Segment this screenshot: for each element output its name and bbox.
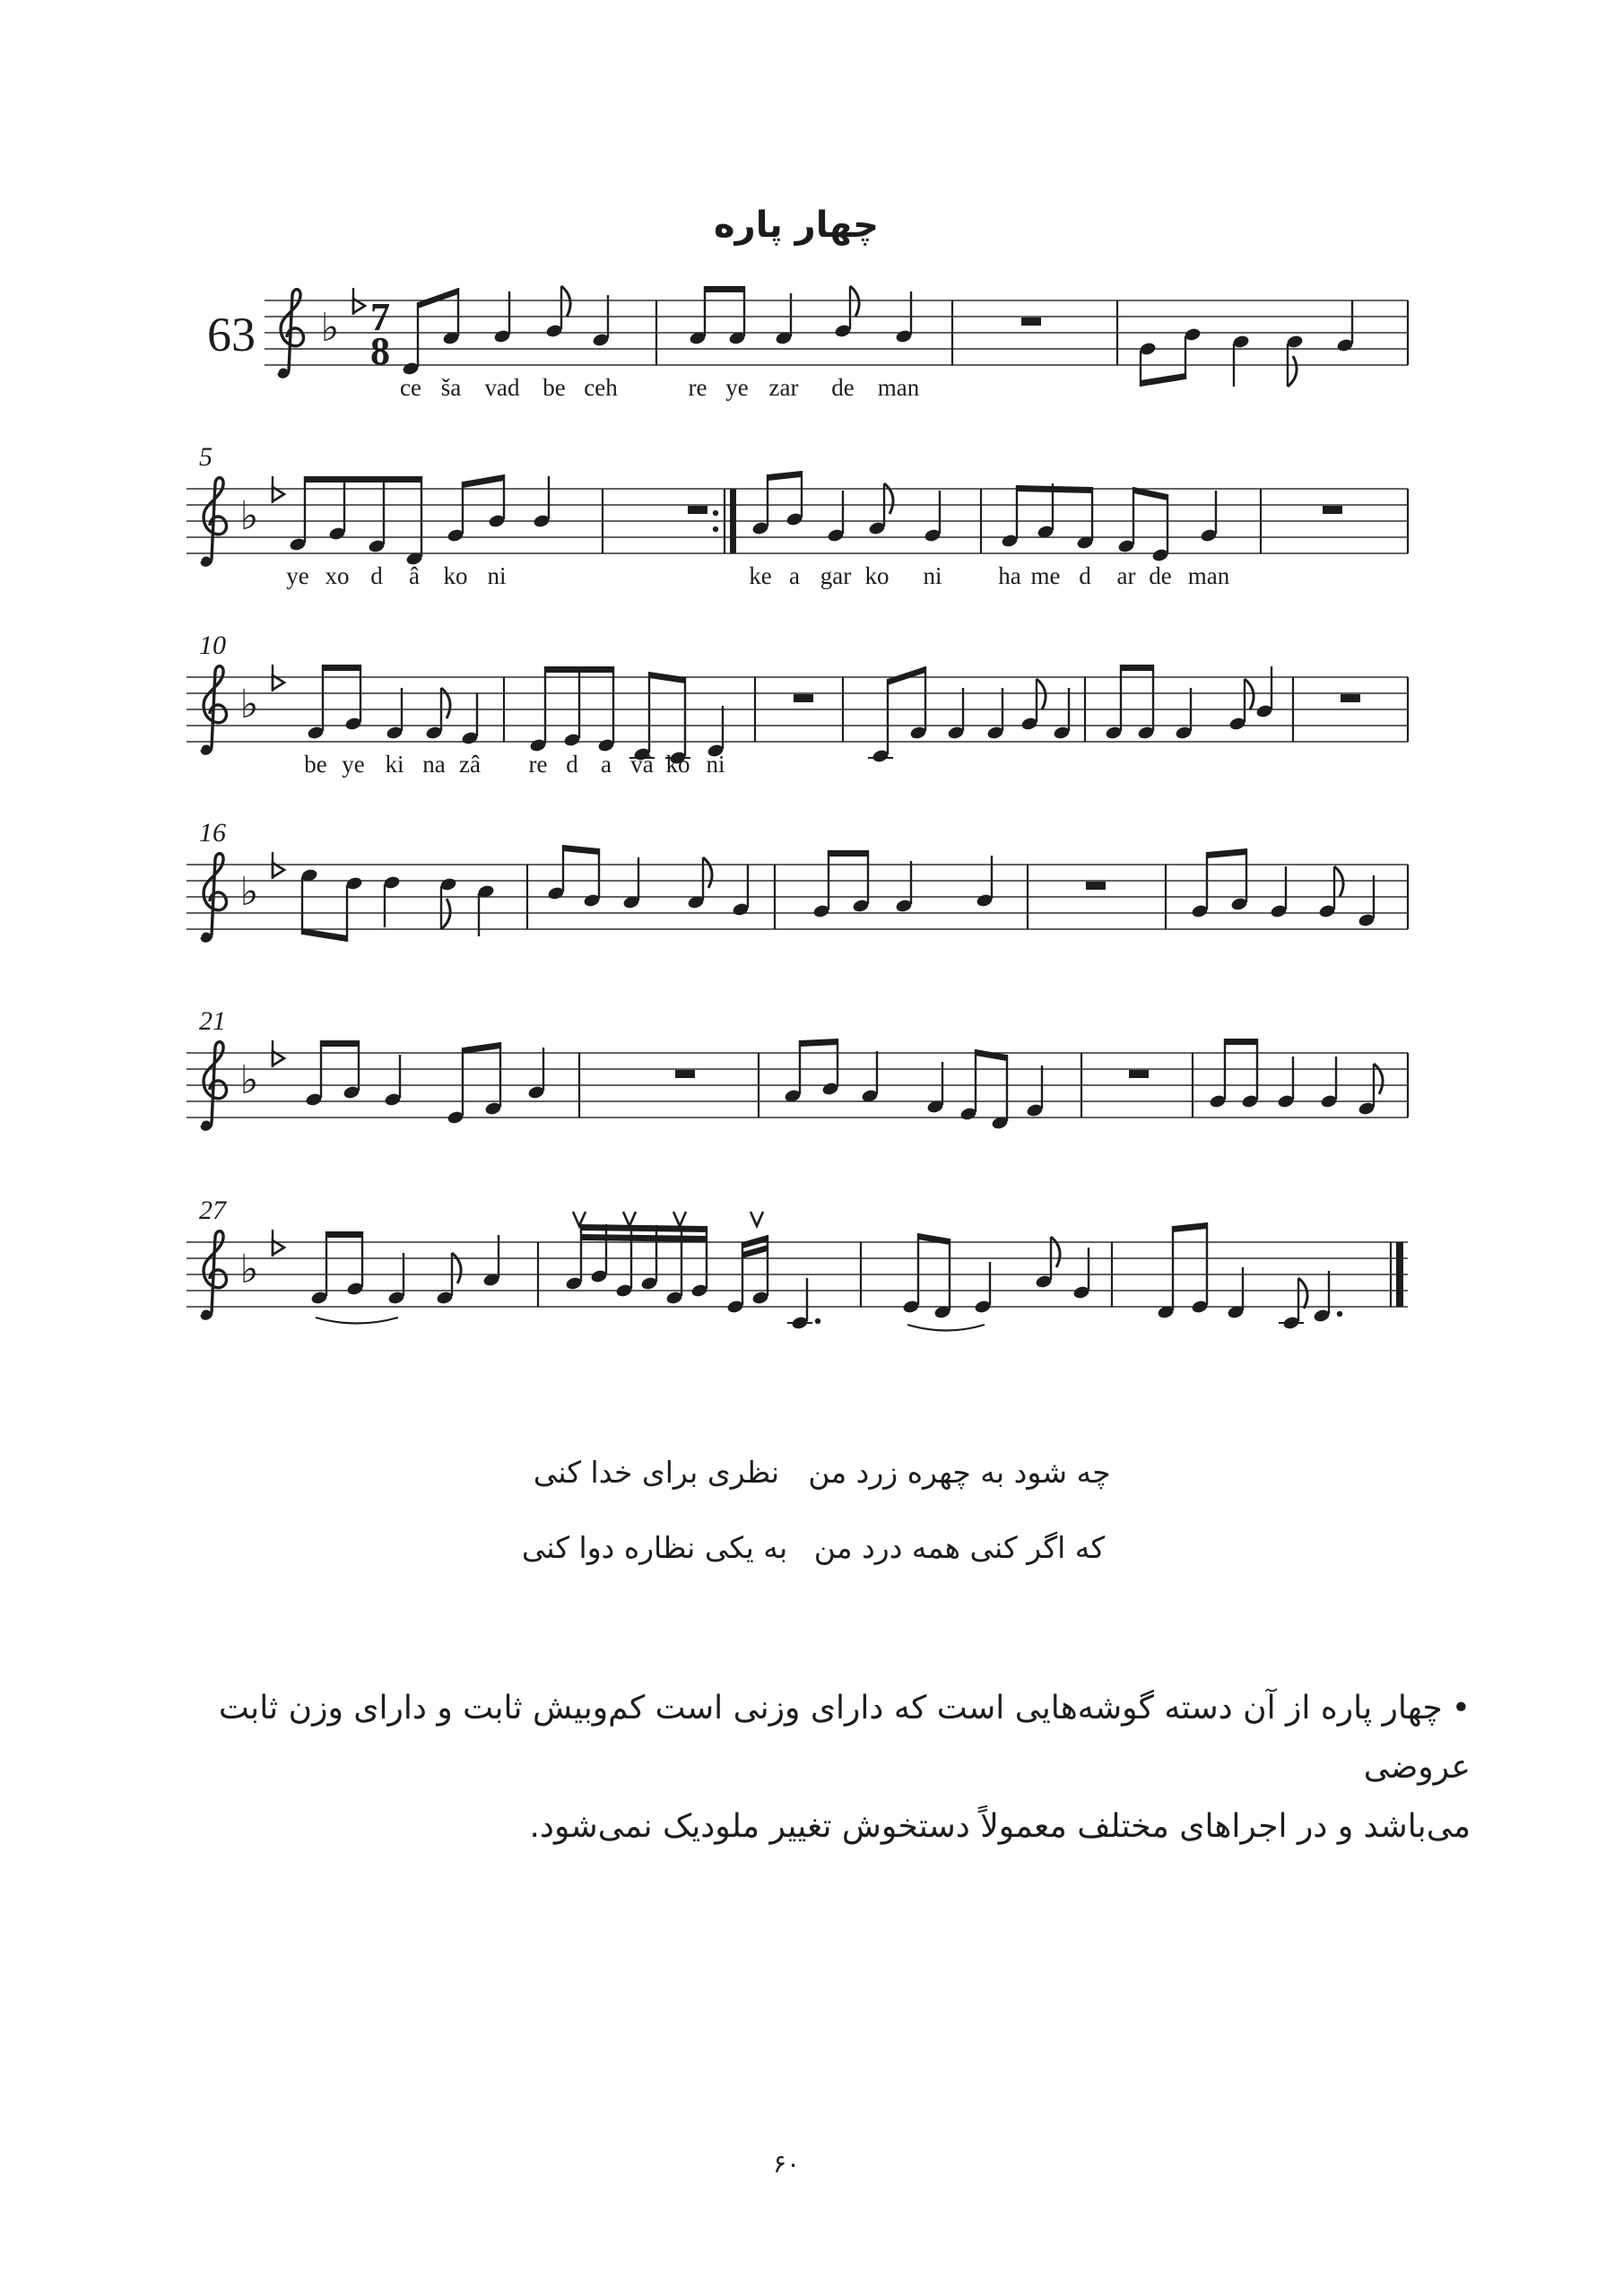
- beam: [463, 474, 504, 488]
- lyric-syllable: de: [831, 374, 855, 401]
- beam: [302, 928, 347, 942]
- bullet-icon: •: [1451, 1690, 1471, 1726]
- poetry-line-2-left-hemistich: به یکی نظاره دوا کنی: [521, 1530, 788, 1565]
- footnote-line-1: [126, 1679, 1471, 1797]
- lyric-syllable: ni: [487, 562, 507, 589]
- time-signature-denominator: 8: [370, 329, 390, 373]
- beam: [418, 288, 458, 309]
- beam: [581, 1234, 707, 1242]
- measure-number: 10: [199, 631, 226, 660]
- lyric-syllable: a: [601, 751, 612, 778]
- treble-clef-icon: [204, 854, 226, 935]
- eighth-flag: [1037, 679, 1046, 709]
- beam: [1225, 1039, 1257, 1045]
- whole-rest-icon: [1129, 1070, 1149, 1078]
- whole-rest-icon: [688, 506, 707, 514]
- beam: [800, 1039, 838, 1047]
- flat-sign-icon: ♭: [239, 1057, 259, 1103]
- treble-clef-icon: [204, 478, 226, 559]
- treble-clef-icon: [204, 1231, 226, 1312]
- flat-sign-icon: ♭: [239, 1247, 259, 1292]
- whole-rest-icon: [794, 694, 813, 702]
- treble-clef-icon: [279, 369, 289, 378]
- tie-slur: [907, 1325, 985, 1331]
- lyric-syllable: ko: [864, 562, 890, 589]
- beam: [305, 476, 421, 483]
- lyric-syllable: ke: [749, 562, 772, 589]
- lyric-syllable: ye: [342, 751, 365, 778]
- treble-clef-icon: [204, 1042, 226, 1123]
- piece-title: چهار پاره: [714, 204, 879, 246]
- whole-rest-icon: [1021, 317, 1041, 326]
- lyric-syllable: man: [877, 374, 920, 401]
- poetry-line-1-right-hemistich: چه شود به چهره زرد من: [808, 1455, 1111, 1490]
- lyric-syllable: be: [304, 751, 327, 778]
- time-signature-numerator: 7: [370, 295, 390, 339]
- up-bow-mark-icon: [673, 1212, 686, 1226]
- lyric-syllable: a: [789, 562, 800, 589]
- beam: [581, 1224, 707, 1232]
- measure-number: 5: [199, 442, 213, 472]
- beam: [1141, 373, 1185, 387]
- lyric-syllable: zâ: [459, 751, 481, 778]
- lyric-syllable: ni: [706, 751, 725, 778]
- beam: [705, 286, 744, 292]
- eighth-flag: [561, 286, 570, 317]
- eighth-flag: [1298, 1278, 1307, 1309]
- lyric-syllable: xo: [325, 562, 350, 589]
- lyric-syllable: ša: [440, 374, 462, 401]
- eighth-flag: [441, 899, 450, 929]
- staff-system-27: [187, 1196, 1408, 1331]
- lyric-syllable: d: [1079, 562, 1091, 589]
- eighth-flag: [1288, 356, 1297, 387]
- lyric-syllable: d: [370, 562, 383, 589]
- beam: [649, 672, 685, 683]
- end-repeat-barline: [730, 489, 736, 553]
- tie-slur: [316, 1318, 398, 1324]
- staff-system-10: [187, 631, 1408, 778]
- page-number: ۶۰: [772, 2149, 801, 2179]
- lyric-syllable: na: [422, 751, 446, 778]
- whole-rest-icon: [675, 1070, 695, 1078]
- whole-rest-icon: [1086, 882, 1106, 890]
- lyric-syllable: ye: [286, 562, 309, 589]
- treble-clef-icon: [202, 1310, 212, 1320]
- lyric-syllable: ceh: [584, 374, 618, 401]
- piece-number: 63: [207, 308, 256, 361]
- eighth-flag: [884, 483, 893, 514]
- poetry-line-1-left-hemistich: نظری برای خدا کنی: [533, 1455, 780, 1490]
- eighth-flag: [1334, 866, 1343, 897]
- lyric-syllable: ce: [400, 374, 421, 401]
- measure-number: 16: [199, 818, 226, 848]
- end-repeat-barline: [713, 510, 718, 516]
- treble-clef-icon: [202, 1121, 212, 1131]
- measure-number: 21: [199, 1006, 226, 1036]
- eighth-flag: [703, 857, 712, 888]
- up-bow-mark-icon: [573, 1212, 586, 1226]
- whole-rest-icon: [1323, 506, 1342, 514]
- augmentation-dot: [1337, 1311, 1342, 1317]
- up-bow-mark-icon: [751, 1212, 763, 1226]
- treble-clef-icon: [281, 290, 303, 370]
- lyric-syllable: re: [528, 751, 548, 778]
- lyric-syllable: d: [566, 751, 578, 778]
- treble-clef-icon: [204, 666, 226, 747]
- staff-system-21: [187, 1006, 1408, 1131]
- flat-sign-icon: ♭: [239, 682, 259, 727]
- flat-sign-icon: ♭: [320, 305, 340, 351]
- beam: [323, 665, 360, 671]
- lyric-syllable: re: [688, 374, 707, 401]
- lyric-syllable: ko: [665, 751, 690, 778]
- beam: [463, 1042, 500, 1054]
- staff-system-63: [207, 286, 1408, 401]
- poetry-line-1: [0, 1455, 1597, 1498]
- lyric-syllable: me: [1030, 562, 1061, 589]
- staff-system-16: [187, 818, 1408, 943]
- eighth-flag: [1245, 679, 1254, 709]
- beam: [563, 845, 599, 855]
- lyric-syllable: â: [409, 562, 420, 589]
- lyric-syllable: ar: [1116, 562, 1136, 589]
- beam: [1017, 485, 1092, 493]
- lyric-syllable: gar: [820, 562, 852, 589]
- beam: [545, 666, 613, 673]
- treble-clef-icon: [202, 557, 212, 567]
- lyric-syllable: vâ: [630, 751, 654, 778]
- treble-clef-icon: [202, 933, 212, 943]
- beam: [326, 1231, 362, 1238]
- footnote-paragraph: [126, 1679, 1471, 1857]
- poetry-line-2-right-hemistich: که اگر کنی همه درد من: [813, 1530, 1106, 1565]
- eighth-flag: [441, 688, 450, 718]
- lyric-syllable: man: [1187, 562, 1230, 589]
- augmentation-dot: [815, 1318, 820, 1324]
- beam: [321, 1040, 359, 1047]
- whole-rest-icon: [1341, 694, 1360, 702]
- footnote-line-2: می‌باشد و در اجراهای مختلف معمولاً دستخوش تغییر ملودیک نمی‌شود.: [529, 1808, 1471, 1845]
- lyric-syllable: de: [1149, 562, 1172, 589]
- beam: [1207, 848, 1246, 858]
- lyric-syllable: zar: [768, 374, 799, 401]
- lyric-syllable: vad: [484, 374, 520, 401]
- lyric-syllable: ko: [443, 562, 468, 589]
- lyric-syllable: be: [542, 374, 566, 401]
- beam: [918, 1233, 950, 1245]
- eighth-flag: [1374, 1064, 1383, 1094]
- measure-number: 27: [199, 1196, 226, 1225]
- poetry-line-2: [0, 1530, 1597, 1573]
- beam: [888, 666, 925, 685]
- lyric-syllable: ki: [385, 751, 404, 778]
- up-bow-mark-icon: [623, 1212, 636, 1226]
- beam: [1121, 665, 1153, 671]
- eighth-flag: [1051, 1237, 1060, 1267]
- footnote-line-1-text: چهار پاره از آن دسته گوشه‌هایی است که دارای وزنی است کم‌وبیش ثابت و دارای وزن ثابت عروضی: [218, 1690, 1471, 1786]
- beam: [976, 1049, 1007, 1061]
- treble-clef-icon: [202, 745, 212, 755]
- lyric-syllable: ye: [725, 374, 749, 401]
- eighth-flag: [452, 1253, 461, 1283]
- beam: [829, 850, 868, 857]
- eighth-flag: [850, 286, 859, 317]
- beam: [1173, 1222, 1207, 1232]
- staff-system-5: [187, 442, 1408, 589]
- flat-sign-icon: ♭: [239, 869, 259, 915]
- lyric-syllable: ni: [923, 562, 942, 589]
- end-repeat-barline: [713, 526, 718, 532]
- final-barline: [1396, 1242, 1403, 1307]
- flat-sign-icon: ♭: [239, 493, 259, 539]
- lyric-syllable: ha: [998, 562, 1021, 589]
- beam: [768, 471, 802, 481]
